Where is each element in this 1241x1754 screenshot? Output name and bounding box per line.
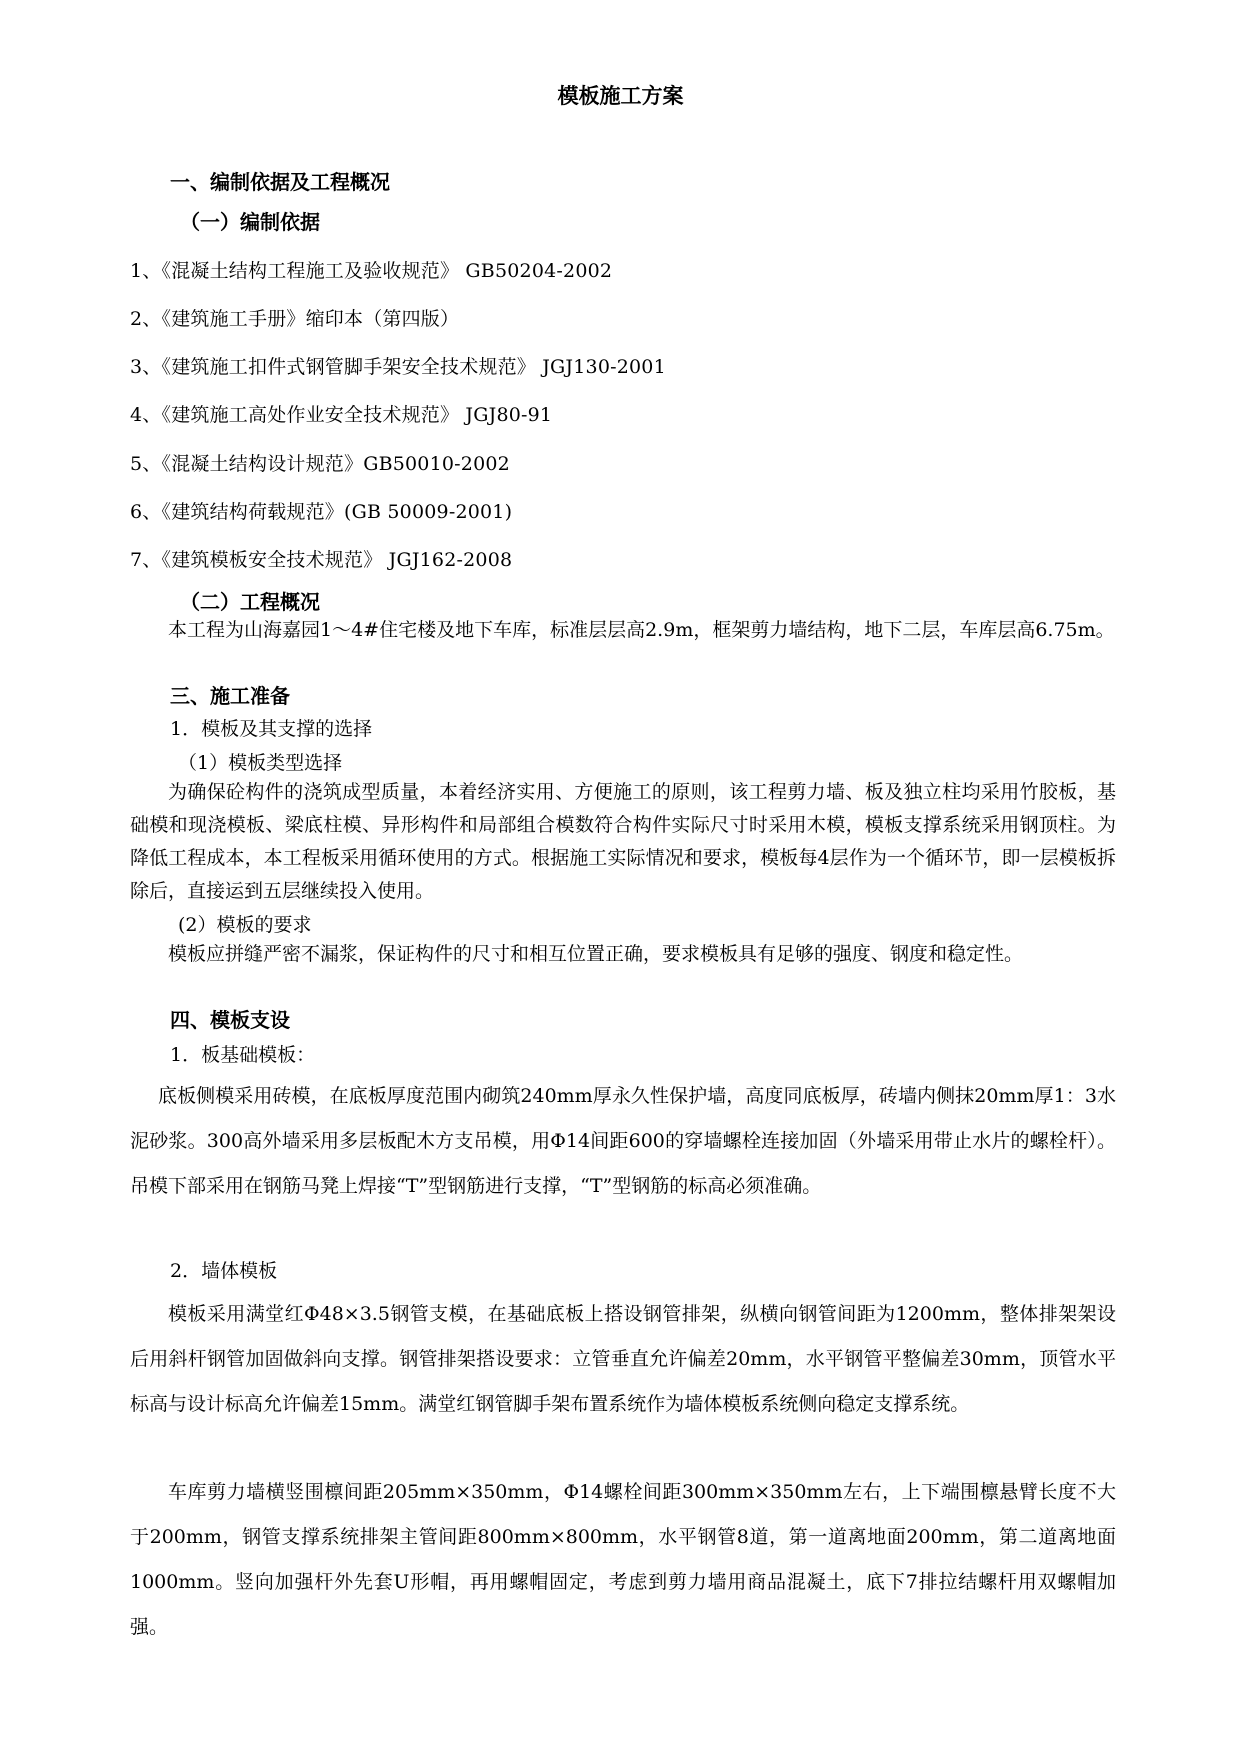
section-4-item-2: 2．墙体模板 bbox=[170, 1260, 278, 1282]
formwork-requirements-paragraph: 模板应拼缝严密不漏浆，保证构件的尺寸和相互位置正确，要求模板具有足够的强度、钢度和稳定性。 bbox=[168, 943, 1024, 965]
section-3-item-1-2: (2）模板的要求 bbox=[178, 914, 312, 936]
section-3-item-1-1: （1）模板类型选择 bbox=[178, 752, 343, 774]
section-3-item-1: 1．模板及其支撑的选择 bbox=[170, 718, 373, 740]
overview-paragraph: 本工程为山海嘉园1～4#住宅楼及地下车库，标准层层高2.9m，框架剪力墙结构，地下二层，车库层高6.75m。 bbox=[168, 619, 1115, 641]
wall-formwork-paragraph-1: 模板采用满堂红Φ48×3.5钢管支模，在基础底板上搭设钢管排架，纵横向钢管间距为1200mm，整体排架架设后用斜杆钢管加固做斜向支撑。钢管排架搭设要求：立管垂直允许偏差20mm，水平钢管平整偏差30mm，顶管水平标高与设计标高允许偏差15mm。满堂红钢管脚手架布置系统作为墙体模板系统侧向稳定支撑系统。 bbox=[130, 1303, 1116, 1415]
reference-item: 4、《建筑施工高处作业安全技术规范》 JGJ80-91 bbox=[130, 404, 553, 426]
reference-item: 1、《混凝土结构工程施工及验收规范》 GB50204-2002 bbox=[130, 260, 613, 282]
section-1-1-heading: （一）编制依据 bbox=[180, 210, 320, 234]
section-4-heading: 四、模板支设 bbox=[170, 1008, 290, 1032]
section-1-heading: 一、编制依据及工程概况 bbox=[170, 170, 390, 194]
reference-item: 5、《混凝土结构设计规范》GB50010-2002 bbox=[130, 453, 510, 475]
reference-item: 2、《建筑施工手册》缩印本（第四版） bbox=[130, 308, 460, 330]
page-title: 模板施工方案 bbox=[557, 84, 684, 108]
section-4-item-1: 1．板基础模板： bbox=[170, 1044, 316, 1066]
reference-item: 3、《建筑施工扣件式钢管脚手架安全技术规范》 JGJ130-2001 bbox=[130, 356, 666, 378]
formwork-type-paragraph: 为确保砼构件的浇筑成型质量，本着经济实用、方便施工的原则，该工程剪力墙、板及独立柱均采用竹胶板，基础模和现浇模板、梁底柱模、异形构件和局部组合模数符合构件实际尺寸时采用木模，模板支撑系统采用钢顶柱。为降低工程成本，本工程板采用循环使用的方式。根据施工实际情况和要求，模板每4层作为一个循环节，即一层模板拆除后，直接运到五层继续投入使用。 bbox=[130, 781, 1116, 902]
reference-item: 6、《建筑结构荷载规范》(GB 50009-2001) bbox=[130, 501, 513, 523]
wall-formwork-paragraph-2: 车库剪力墙横竖围檩间距205mm×350mm，Φ14螺栓间距300mm×350mm左右，上下端围檩悬臂长度不大于200mm，钢管支撑系统排架主管间距800mm×800mm，水平钢管8道，第一道离地面200mm，第二道离地面1000mm。竖向加强杆外先套U形帽，再用螺帽固定，考虑到剪力墙用商品混凝土，底下7排拉结螺杆用双螺帽加强。 bbox=[130, 1481, 1116, 1638]
section-3-heading: 三、施工准备 bbox=[170, 684, 290, 708]
section-1-2-heading: （二）工程概况 bbox=[180, 590, 320, 614]
reference-item: 7、《建筑模板安全技术规范》 JGJ162-2008 bbox=[130, 549, 513, 571]
foundation-formwork-paragraph: 底板侧模采用砖模，在底板厚度范围内砌筑240mm厚永久性保护墙，高度同底板厚，砖墙内侧抹20mm厚1：3水泥砂浆。300高外墙采用多层板配木方支吊模，用Φ14间距600的穿墙螺栓连接加固（外墙采用带止水片的螺栓杆）。吊模下部采用在钢筋马凳上焊接“T”型钢筋进行支撑，“T”型钢筋的标高必须准确。 bbox=[130, 1085, 1116, 1197]
